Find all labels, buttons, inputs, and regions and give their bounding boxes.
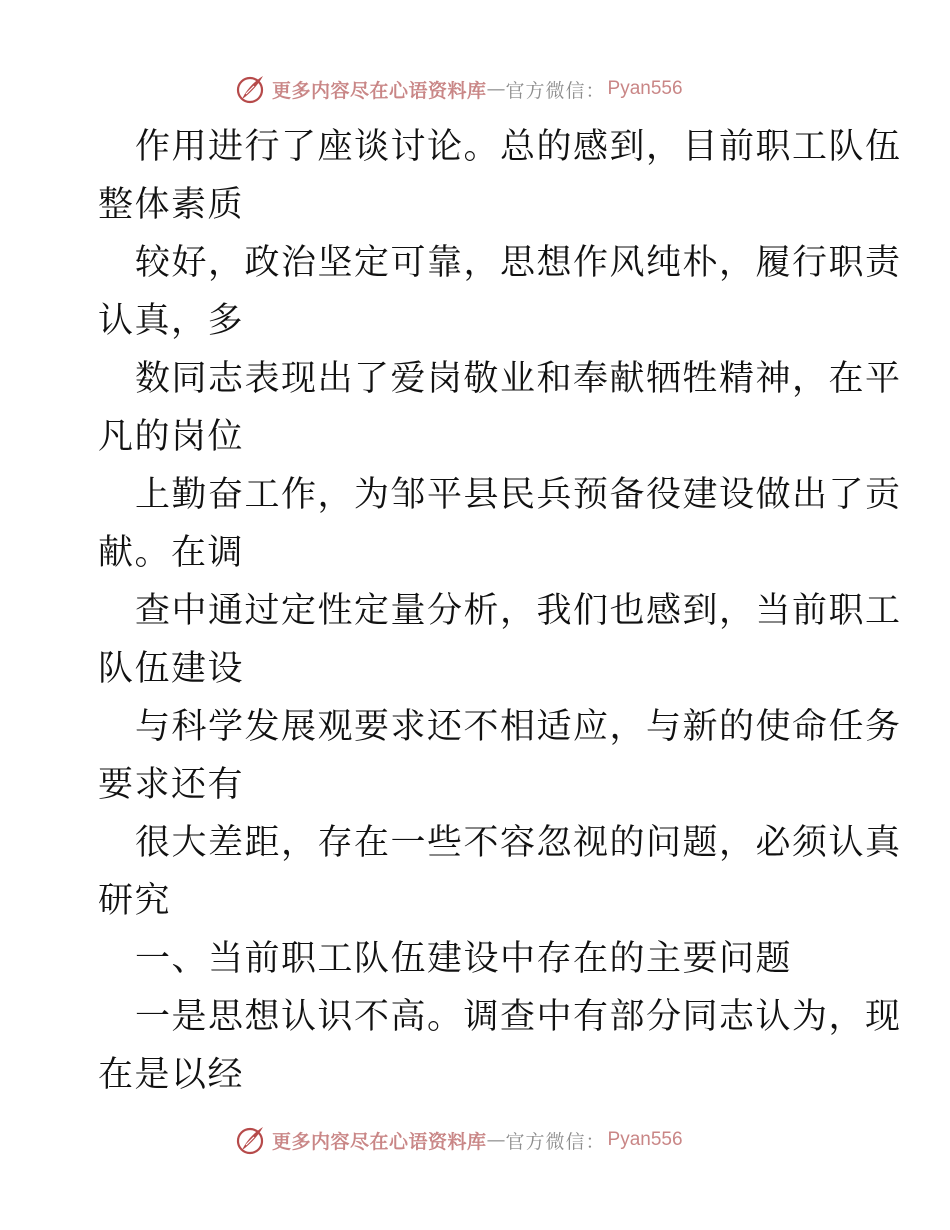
watermark-label: 官方微信： (505, 79, 606, 102)
watermark-separator: — (486, 1129, 506, 1151)
watermark-footer (234, 1123, 683, 1157)
text-line: 一是思想认识不高。调查中有部分同志认为，现 (135, 997, 902, 1037)
text-line: 作用进行了座谈讨论。总的感到，目前职工队伍 (135, 127, 902, 167)
quill-logo-icon (234, 1124, 266, 1156)
text-line: 较好，政治坚定可靠，思想作风纯朴，履行职责 (135, 243, 902, 283)
text-line: 献。在调 (98, 533, 245, 573)
text-line: 要求还有 (98, 765, 245, 805)
text-line: 查中通过定性定量分析，我们也感到，当前职工 (135, 591, 902, 631)
watermark-header (234, 72, 683, 106)
watermark-title: 更多内容尽在心语资料库 (272, 1130, 487, 1153)
text-line: 与科学发展观要求还不相适应，与新的使命任务 (135, 707, 902, 747)
text-line: 认真，多 (98, 301, 245, 341)
section-heading: 一、当前职工队伍建设中存在的主要问题 (135, 939, 793, 979)
text-line: 凡的岗位 (98, 417, 245, 457)
text-line: 数同志表现出了爱岗敬业和奉献牺牲精神，在平 (135, 359, 902, 399)
text-line: 研究 (98, 881, 172, 921)
text-line: 队伍建设 (98, 649, 245, 689)
watermark-label: 官方微信： (505, 1130, 606, 1153)
watermark-account: Pyan556 (607, 1129, 683, 1150)
watermark-title: 更多内容尽在心语资料库 (272, 79, 487, 102)
watermark-separator: — (486, 78, 506, 100)
text-line: 很大差距，存在一些不容忽视的问题，必须认真 (135, 823, 902, 863)
text-line: 整体素质 (98, 185, 245, 225)
text-line: 在是以经 (98, 1055, 245, 1095)
text-line: 上勤奋工作，为邹平县民兵预备役建设做出了贡 (135, 475, 902, 515)
quill-logo-icon (234, 73, 266, 105)
document-body (98, 118, 902, 1104)
watermark-account: Pyan556 (607, 78, 683, 99)
